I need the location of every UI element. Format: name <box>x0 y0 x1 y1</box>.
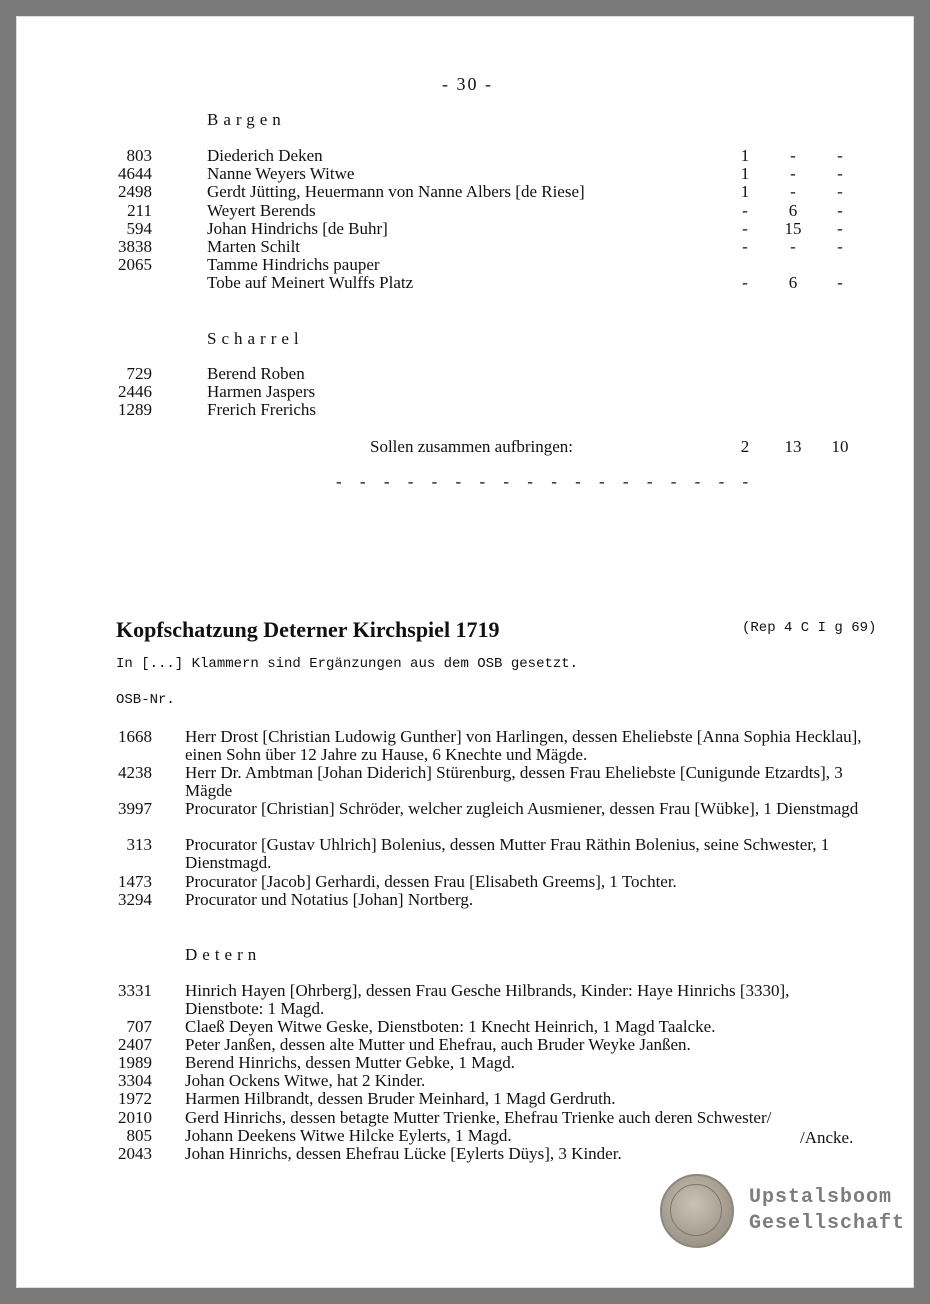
osb-number: 2407 <box>118 1035 152 1054</box>
entry-text: Procurator [Jacob] Gerhardi, dessen Frau [Elisabeth Greems], 1 Tochter. <box>185 872 677 891</box>
entry-text: Berend Hinrichs, dessen Mutter Gebke, 1 Magd. <box>185 1053 516 1072</box>
logo-line1: Upstalsboom <box>749 1186 893 1209</box>
person-name: Frerich Frerichs <box>207 400 317 419</box>
osb-number: 1668 <box>118 727 152 746</box>
osb-number: 2065 <box>118 255 152 275</box>
person-name: Weyert Berends <box>207 200 316 220</box>
amount-c2: 6 <box>788 200 798 220</box>
amount-c1: - <box>742 273 748 293</box>
amount-c1: 1 <box>740 146 750 165</box>
bargen-row <box>16 202 914 220</box>
logo-line2: Gesellschaft <box>749 1212 906 1235</box>
scharrel-row <box>16 401 914 419</box>
entry-text: Claeß Deyen Witwe Geske, Dienstboten: 1 Knecht Heinrich, 1 Magd Taalcke. <box>185 1017 716 1036</box>
amount-c1: - <box>742 218 748 238</box>
osb-number: 3838 <box>118 237 152 256</box>
scharrel-row <box>16 383 914 401</box>
entry-text: Harmen Hilbrandt, dessen Bruder Meinhard, 1 Magd Gerdruth. <box>185 1089 616 1108</box>
person-name: Berend Roben <box>207 364 305 383</box>
total-c1: 2 <box>740 437 750 456</box>
person-name: Harmen Jaspers <box>207 382 316 401</box>
person-name: Marten Schilt <box>207 237 301 256</box>
society-seal-icon <box>660 1174 734 1248</box>
amount-c2: - <box>790 182 796 202</box>
osb-number: 805 <box>126 1126 152 1145</box>
amount-c2: - <box>790 164 796 184</box>
person-name: Johan Hindrichs [de Buhr] <box>207 218 388 238</box>
archive-reference: (Rep 4 C I g 69) <box>742 620 877 636</box>
person-name: Tobe auf Meinert Wulffs Platz <box>207 273 414 293</box>
osb-number: 1989 <box>118 1053 152 1072</box>
osb-number: 729 <box>126 364 152 383</box>
amount-c3: - <box>837 273 843 293</box>
bargen-row <box>16 165 914 183</box>
osb-number: 1289 <box>118 400 152 419</box>
entry-text: Johann Deekens Witwe Hilcke Eylerts, 1 Magd. <box>185 1126 512 1145</box>
amount-c1: - <box>742 237 748 256</box>
amount-c3: - <box>837 218 843 238</box>
osb-number: 313 <box>126 835 152 854</box>
osb-number: 707 <box>126 1017 152 1036</box>
amount-c3: - <box>837 164 843 184</box>
entry-text: Herr Drost [Christian Ludowig Gunther] von Harlingen, dessen Eheliebste [Anna Sophia Hecklau], einen Sohn über 12 Jahre zu Hause, 6 Knechte und Mägde. <box>185 727 862 764</box>
entry-text: Johan Ockens Witwe, hat 2 Kinder. <box>185 1071 426 1090</box>
osb-number: 2010 <box>118 1108 152 1127</box>
entry-text: Herr Dr. Ambtman [Johan Diderich] Stürenburg, dessen Frau Eheliebste [Cunigunde Etzardts], 3 Mägde <box>185 763 843 800</box>
entry-text: Procurator [Christian] Schröder, welcher zugleich Ausmiener, dessen Frau [Wübke], 1 Dienstmagd <box>185 799 859 818</box>
osb-number: 211 <box>127 200 152 220</box>
osb-number: 3304 <box>118 1071 152 1090</box>
amount-c2: - <box>790 237 796 256</box>
entry-text: Johan Hinrichs, dessen Ehefrau Lücke [Eylerts Düys], 3 Kinder. <box>185 1144 622 1163</box>
bargen-row <box>16 256 914 274</box>
person-name: Nanne Weyers Witwe <box>207 164 355 184</box>
osb-number: 4644 <box>118 164 152 184</box>
amount-c3: - <box>837 182 843 202</box>
person-name: Diederich Deken <box>207 146 323 165</box>
separator-line: - - - - - - - - - - - - - - - - - - <box>336 472 756 491</box>
osb-number: 2498 <box>118 182 152 202</box>
osb-number: 1972 <box>118 1089 152 1108</box>
amount-c3: - <box>837 237 843 256</box>
scharrel-row <box>16 365 914 383</box>
kopfschatzung-heading: Kopfschatzung Deterner Kirchspiel 1719 <box>116 617 500 642</box>
amount-c2: - <box>790 146 796 165</box>
person-name: Tamme Hindrichs pauper <box>207 255 380 275</box>
amount-c1: - <box>742 200 748 220</box>
amount-c3: - <box>837 146 843 165</box>
editorial-note: In [...] Klammern sind Ergänzungen aus dem OSB gesetzt. <box>116 656 579 672</box>
amount-c3: - <box>837 200 843 220</box>
section-title-detern: Detern <box>185 945 262 964</box>
amount-c1: 1 <box>740 182 750 202</box>
section-title-scharrel: Scharrel <box>207 329 304 348</box>
entry-text: Gerd Hinrichs, dessen betagte Mutter Trienke, Ehefrau Trienke auch deren Schwester/ <box>185 1108 772 1127</box>
continuation-text: /Ancke. <box>800 1128 854 1147</box>
amount-c1: 1 <box>740 164 750 184</box>
entry-text: Procurator und Notatius [Johan] Nortberg. <box>185 890 474 909</box>
bargen-row <box>16 220 914 238</box>
osb-number: 3294 <box>118 890 152 909</box>
bargen-row <box>16 147 914 165</box>
osb-number: 3331 <box>118 981 152 1000</box>
bargen-row <box>16 183 914 201</box>
osb-number: 594 <box>126 218 152 238</box>
osb-number: 1473 <box>118 872 152 891</box>
section-title-bargen: Bargen <box>207 110 286 129</box>
osb-number: 2043 <box>118 1144 152 1163</box>
bargen-row <box>16 238 914 256</box>
document-page <box>16 16 914 1288</box>
osb-number: 4238 <box>118 763 152 782</box>
osb-number: 2446 <box>118 382 152 401</box>
entry-text: Procurator [Gustav Uhlrich] Bolenius, dessen Mutter Frau Räthin Bolenius, seine Schwester, 1 Dienstmagd. <box>185 835 830 872</box>
osb-label: OSB-Nr. <box>116 692 175 708</box>
person-name: Gerdt Jütting, Heuermann von Nanne Albers [de Riese] <box>207 182 585 202</box>
total-c2: 13 <box>784 437 802 456</box>
total-label: Sollen zusammen aufbringen: <box>370 437 574 456</box>
osb-number: 803 <box>126 146 152 165</box>
page-number: - 30 - <box>442 74 493 94</box>
total-c3: 10 <box>831 437 849 456</box>
amount-c2: 15 <box>784 218 802 238</box>
entry-text: Hinrich Hayen [Ohrberg], dessen Frau Gesche Hilbrands, Kinder: Haye Hinrichs [3330], Dienstbote: 1 Magd. <box>185 981 790 1018</box>
entry-text: Peter Janßen, dessen alte Mutter und Ehefrau, auch Bruder Weyke Janßen. <box>185 1035 691 1054</box>
osb-number: 3997 <box>118 799 152 818</box>
amount-c2: 6 <box>788 273 798 293</box>
total-row <box>16 438 914 456</box>
bargen-row <box>16 274 914 292</box>
